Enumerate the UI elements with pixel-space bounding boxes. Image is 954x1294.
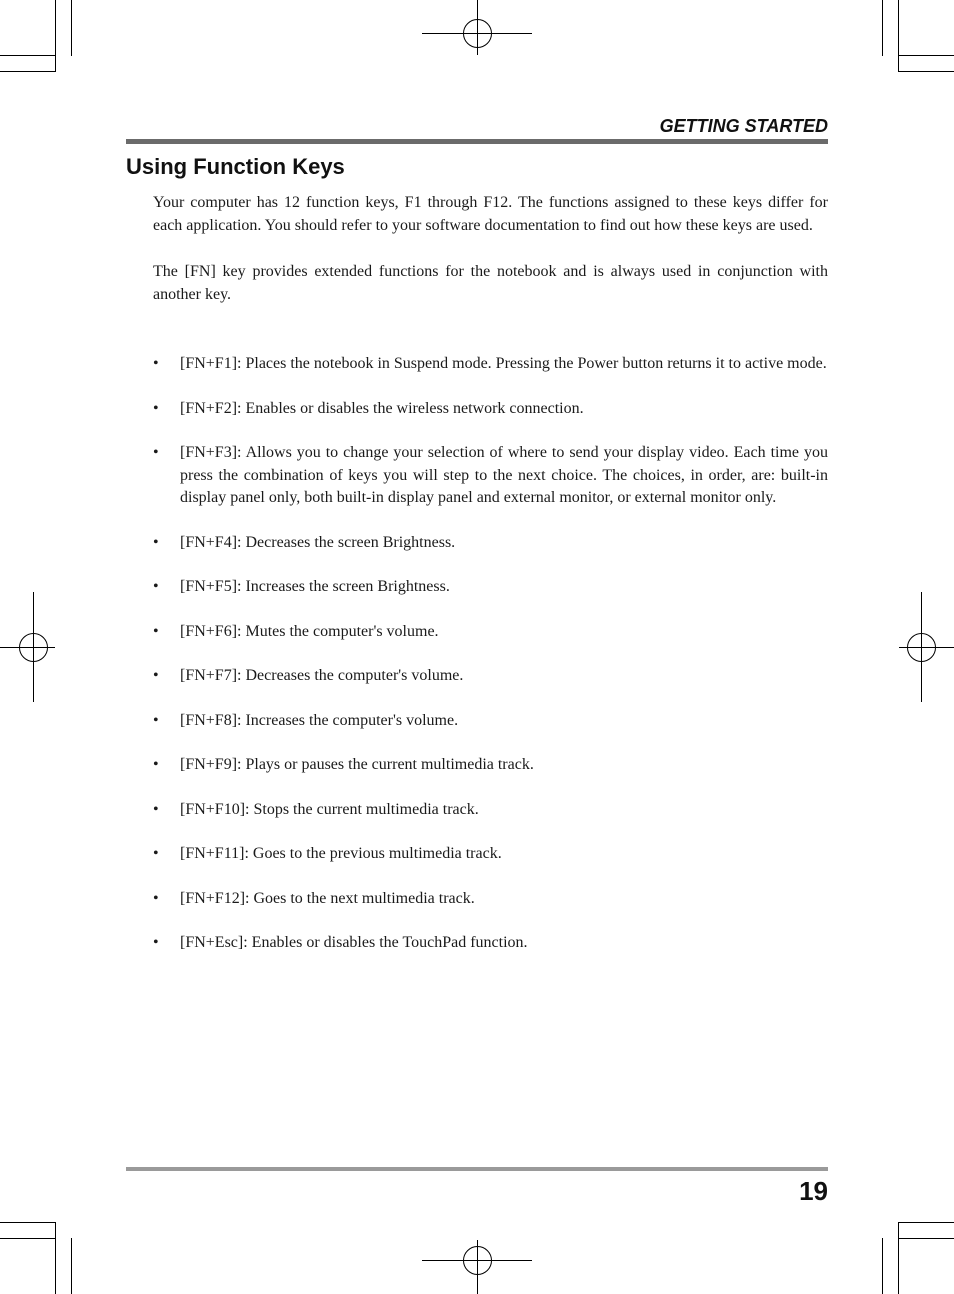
bullet-glyph: • [153, 667, 159, 684]
list-item [153, 353, 828, 376]
bullet-glyph: • [153, 800, 159, 818]
list-item-text: [FN+F8]: Increases the computer's volume. [180, 711, 459, 729]
crop-mark-line [55, 0, 56, 72]
fn-key-paragraph: The [FN] key provides extended functions for the notebook and is always used in conjunction with another key. [153, 263, 828, 303]
header-rule [126, 139, 828, 144]
bullet-glyph: • [153, 756, 159, 773]
bullet-glyph: • [153, 889, 159, 907]
list-item-text: [FN+F7]: Decreases the computer's volume. [180, 667, 464, 684]
list-item [153, 932, 828, 955]
bullet-glyph: • [153, 533, 159, 551]
bullet-glyph: • [153, 622, 159, 640]
list-item [153, 398, 828, 421]
crop-mark-line [882, 1238, 883, 1294]
crop-mark-line [898, 1238, 954, 1239]
list-item [153, 442, 828, 510]
crop-mark-line [0, 55, 56, 56]
bullet-glyph: • [153, 711, 159, 729]
list-item [153, 621, 828, 644]
list-item [153, 843, 828, 866]
bullet-glyph: • [153, 578, 159, 595]
list-item-text: [FN+F4]: Decreases the screen Brightness. [180, 533, 456, 551]
crop-mark-line [898, 0, 899, 72]
list-item-text: [FN+Esc]: Enables or disables the TouchPad function. [180, 934, 528, 951]
crop-mark-line [898, 71, 954, 72]
registration-mark-circle [19, 633, 48, 662]
list-item [153, 576, 828, 599]
intro-text [153, 191, 828, 306]
list-item-text: [FN+F12]: Goes to the next multimedia track. [180, 889, 475, 907]
section-title: Using Function Keys [126, 154, 345, 179]
registration-mark-circle [907, 633, 936, 662]
crop-mark-line [898, 1222, 954, 1223]
bullet-glyph: • [153, 934, 159, 951]
list-item [153, 665, 828, 688]
bullet-glyph: • [153, 444, 159, 461]
crop-mark-line [882, 0, 883, 56]
crop-mark-line [898, 1222, 899, 1294]
list-item-text: [FN+F9]: Plays or pauses the current multimedia track. [180, 756, 534, 773]
crop-mark-line [898, 55, 954, 56]
list-item [153, 710, 828, 733]
list-item [153, 799, 828, 822]
registration-mark-circle [463, 1246, 492, 1275]
list-item-text: [FN+F6]: Mutes the computer's volume. [180, 622, 439, 640]
running-header: GETTING STARTED [659, 116, 828, 136]
crop-mark-line [0, 71, 56, 72]
bullet-glyph: • [153, 845, 159, 862]
footer-rule [126, 1167, 828, 1171]
page-number: 19 [799, 1176, 828, 1206]
list-item [153, 754, 828, 777]
list-item-text: [FN+F1]: Places the notebook in Suspend mode. Pressing the Power button returns it to active mode. [180, 355, 827, 372]
crop-mark-line [71, 0, 72, 56]
bullet-glyph: • [153, 399, 159, 417]
list-item-text: [FN+F5]: Increases the screen Brightness. [180, 578, 450, 595]
list-item-text: [FN+F3]: Allows you to change your selection of where to send your display video. Each time you press the combination of keys you will step to the next choice. The choices, in order, are: built-in display panel only, both built-in display panel and external monitor, or external monitor only. [180, 444, 828, 506]
list-item-text: [FN+F2]: Enables or disables the wireless network connection. [180, 399, 584, 417]
list-item-text: [FN+F11]: Goes to the previous multimedia track. [180, 845, 502, 862]
crop-mark-line [55, 1222, 56, 1294]
list-item [153, 532, 828, 555]
intro-paragraph: Your computer has 12 function keys, F1 through F12. The functions assigned to these keys differ for each application. You should refer to your software documentation to find out how these keys are used. [153, 194, 828, 234]
list-item [153, 888, 828, 911]
crop-mark-line [0, 1222, 56, 1223]
crop-mark-line [71, 1238, 72, 1294]
bullet-glyph: • [153, 355, 159, 372]
crop-mark-line [0, 1238, 56, 1239]
function-key-list [153, 353, 828, 977]
registration-mark-circle [463, 19, 492, 48]
list-item-text: [FN+F10]: Stops the current multimedia track. [180, 800, 479, 818]
